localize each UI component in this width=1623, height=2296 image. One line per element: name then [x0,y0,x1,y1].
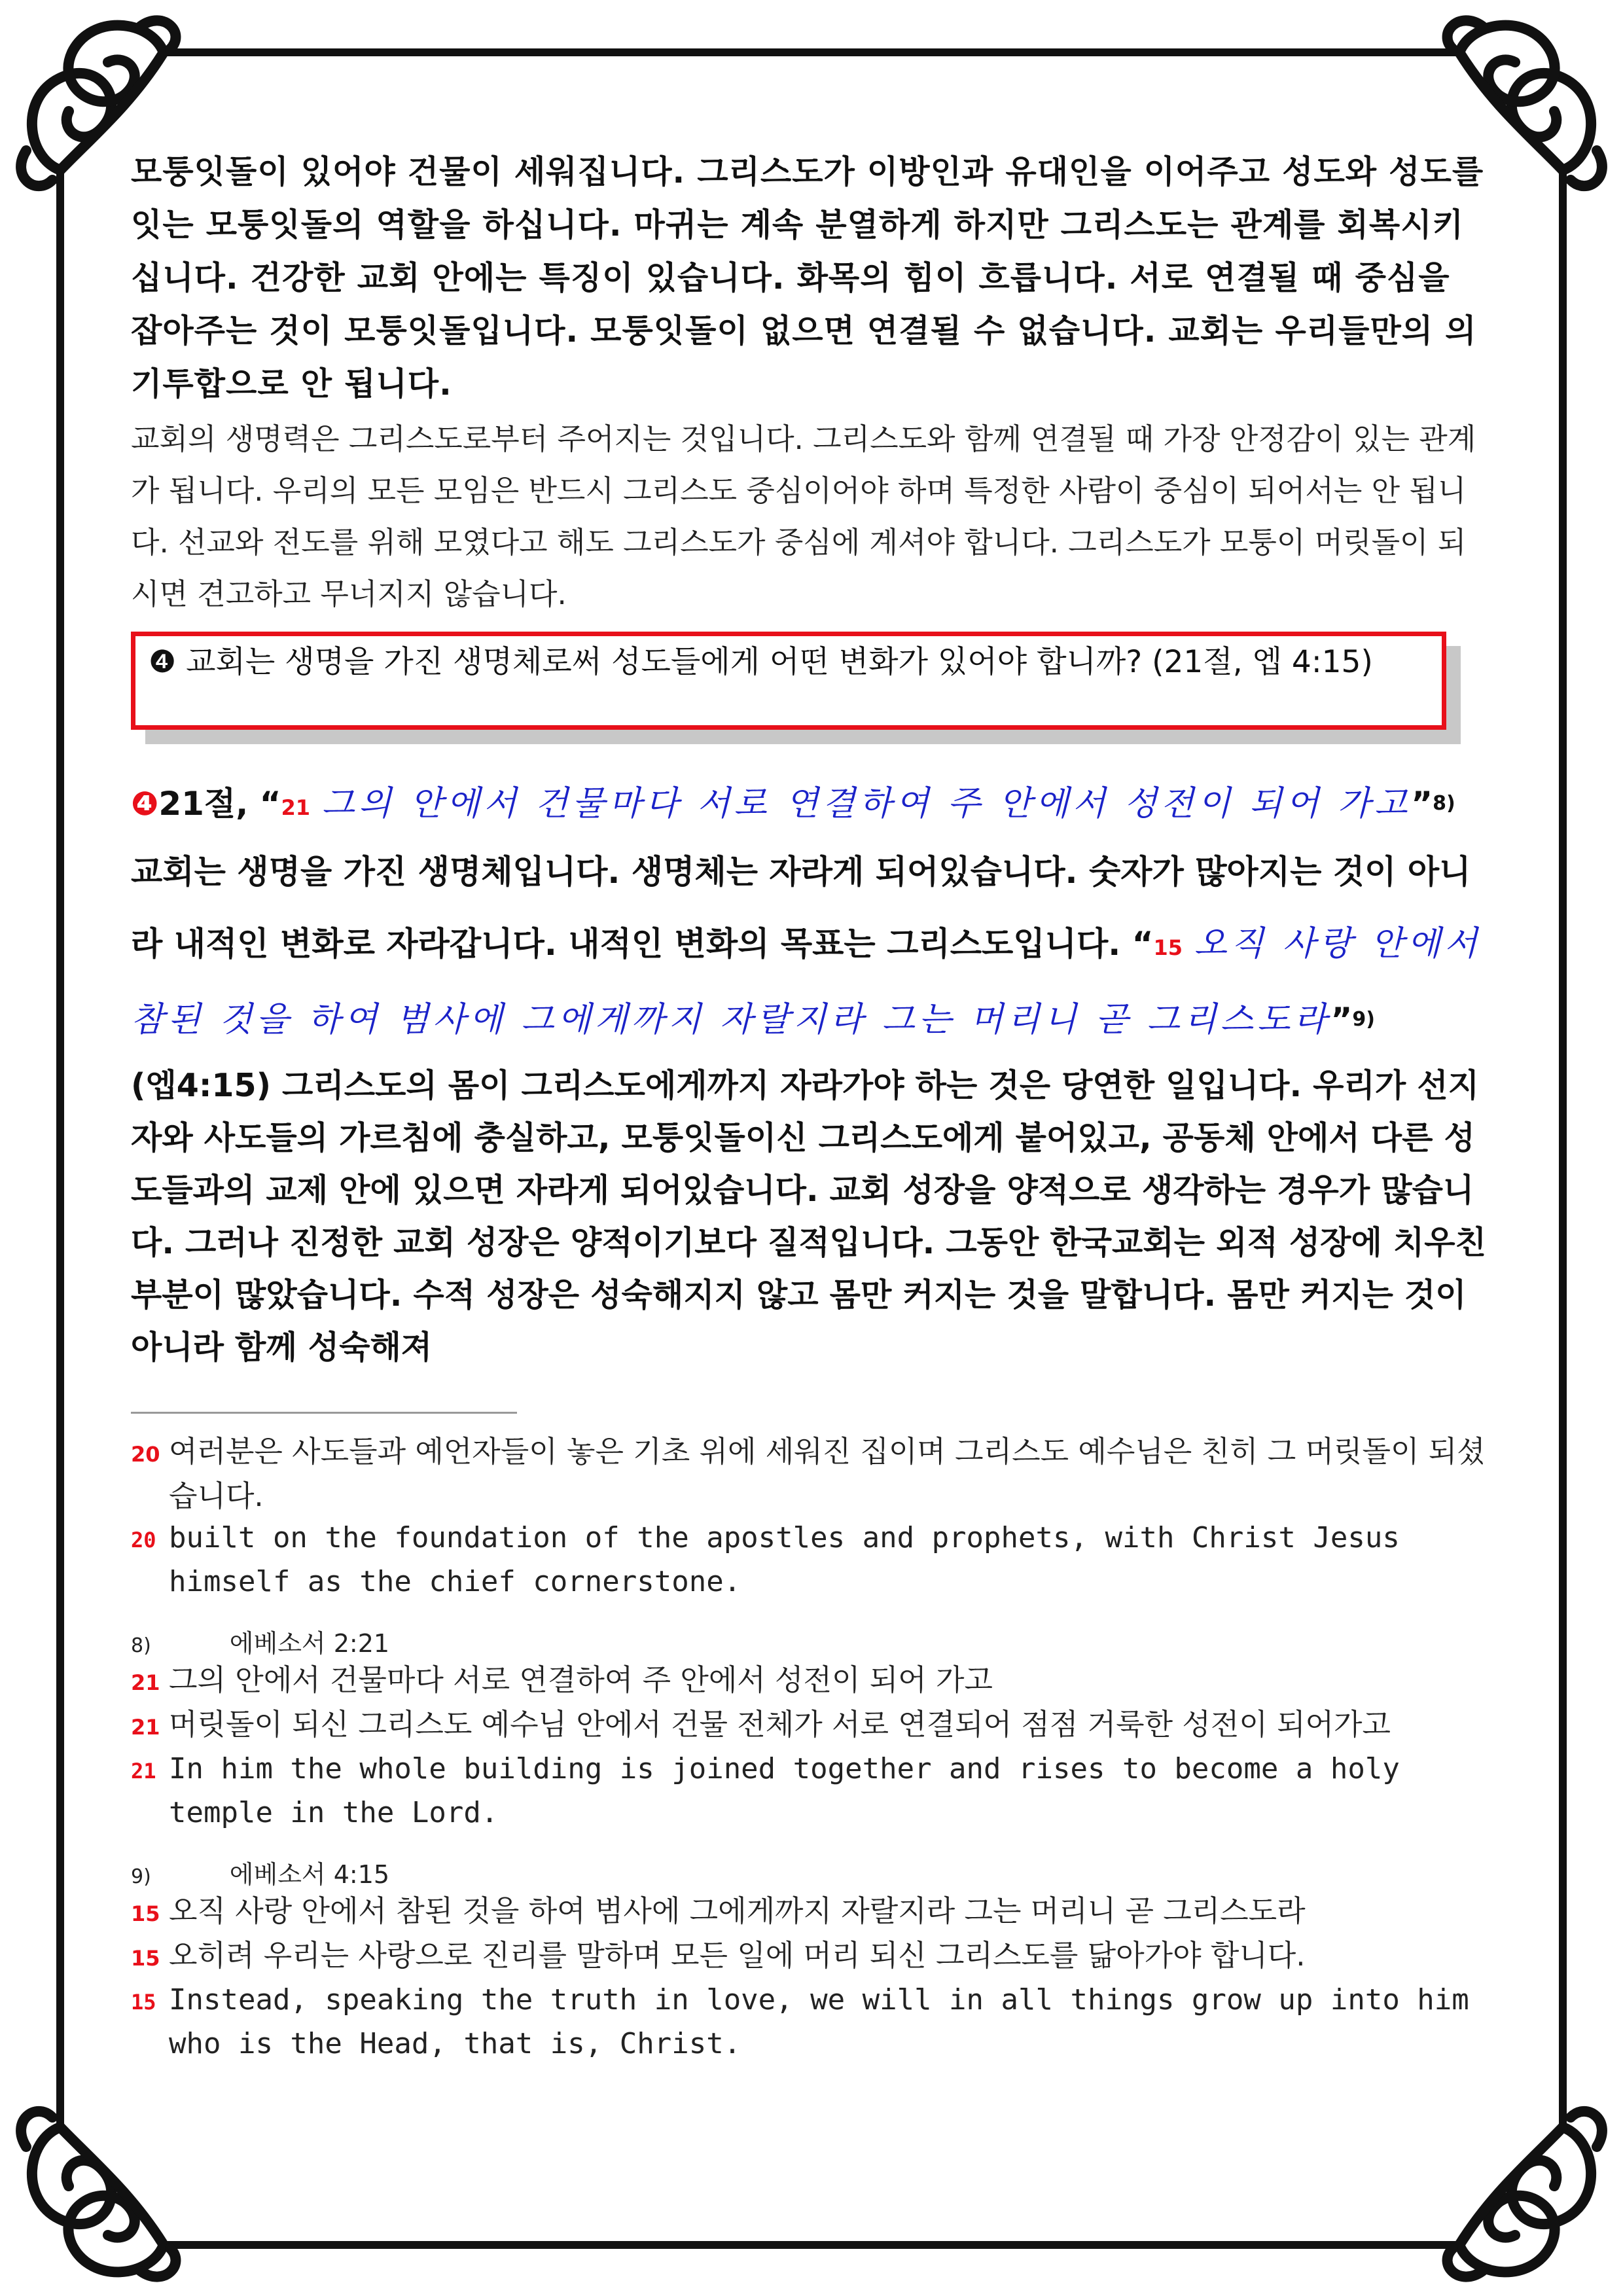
footnote-ref-8: 8) [1433,792,1455,815]
footnote-text: 오직 사랑 안에서 참된 것을 하여 범사에 그에게까지 자랄지라 그는 머리니 곧 그리스도라 [169,1893,1306,1928]
question-box-frame [131,632,1446,730]
footnote-20 [131,1431,1492,1603]
footnote-text: 머릿돌이 되신 그리스도 예수님 안에서 건물 전체가 서로 연결되어 점점 거룩한 성전이 되어가고 [169,1707,1391,1742]
footnote-text: Instead, speaking the truth in love, we will in all things grow up into him who is the Head, that is, Christ. [169,1983,1469,2060]
footnote-verse-number: 20 [131,1528,156,1552]
verse-21-text: 그의 안에서 건물마다 서로 연결하여 주 안에서 성전이 되어 가고 [321,784,1412,823]
footnote-reference: 에베소서 4:15 [229,1860,390,1889]
footnote-line [131,1659,1492,1704]
verse-15-text: 오직 사랑 안에서 참된 것을 하여 범사에 그에게까지 자랄지라 그는 머리니 곧 그리스도라 [131,924,1482,1039]
verse-15-close: ” [1330,1001,1353,1039]
paragraph-growth: (엡4:15) 그리스도의 몸이 그리스도에게까지 자라가야 하는 것은 당연한 일입니다. 우리가 선지자와 사도들의 가르침에 충실하고, 모퉁잇돌이신 그리스도에게 붙어있고, 공동체 안에서 다른 성도들과의 교제 안에 있으면 자라게 되어있습니다. 교회 성장을 양적으로 생각하는 경우가 많습니다. 그러나 진정한 교회 성장은 양적이기보다 질적입니다. 그동안 한국교회는 외적 성장에 치우친 부분이 많았습니다. 수적 성장은 성숙해지지 않고 몸만 커지는 것을 말합니다. 몸만 커지는 것이 아니라 함께 성숙해져 [131,1067,1486,1366]
paragraph-living-body [131,836,1492,1056]
question-marker: ❹ [149,644,177,680]
verse-21-number: 21 [281,795,311,820]
footnote-verse-number: 15 [131,1901,160,1926]
verse-21-label: 21절, “ [158,785,281,823]
footnote-9 [131,1861,1492,2065]
footnote-verse-number: 21 [131,1715,160,1740]
footnote-line [131,1935,1492,1979]
footnote-text: 그의 안에서 건물마다 서로 연결하여 주 안에서 성전이 되어 가고 [169,1662,993,1697]
footnote-line [131,1431,1492,1517]
paragraph-church-life: 교회의 생명력은 그리스도로부터 주어지는 것입니다. 그리스도와 함께 연결될 때 가장 안정감이 있는 관계가 됩니다. 우리의 모든 모임은 반드시 그리스도 중심이어야 하며 특정한 사람이 중심이 되어서는 안 됩니다. 선교와 전도를 위해 모였다고 해도 그리스도가 중심에 계셔야 합니다. 그리스도가 모퉁이 머릿돌이 되시면 견고하고 무너지지 않습니다. [131,422,1476,611]
question-box [131,632,1450,735]
footnote-line [131,1517,1492,1603]
footnote-text: built on the foundation of the apostles and prophets, with Christ Jesus himself as the chief cornerstone. [169,1521,1400,1598]
paragraph-living-body-text: 교회는 생명을 가진 생명체입니다. 생명체는 자라게 되어있습니다. 숫자가 많아지는 것이 아니라 내적인 변화로 자라갑니다. 내적인 변화의 목표는 그리스도입니다. “ [131,853,1471,963]
verse-15-number: 15 [1153,935,1183,960]
verse-21-marker: ❹ [131,785,159,823]
footnote-divider [131,1412,517,1414]
footnote-text: 오히려 우리는 사랑으로 진리를 말하며 모든 일에 머리 되신 그리스도를 닮아가야 합니다. [169,1938,1306,1973]
question-text: 교회는 생명을 가진 생명체로써 성도들에게 어떤 변화가 있어야 합니까? (21절, 엡 4:15) [186,644,1373,680]
footnote-line [131,1979,1492,2065]
footnote-line [131,1704,1492,1748]
document-body [131,145,1492,2065]
footnote-verse-number: 15 [131,1990,156,2015]
footnote-text: 여러분은 사도들과 예언자들이 놓은 기초 위에 세워진 집이며 그리스도 예수님은 친히 그 머릿돌이 되셨습니다. [169,1434,1486,1513]
footnote-text: In him the whole building is joined together and rises to become a holy temple in the Lord. [169,1752,1400,1829]
footnote-ref-9: 9) [1352,1008,1375,1031]
footnote-heading [131,1630,1492,1659]
footnote-mark: 8) [131,1634,151,1657]
footnote-mark: 9) [131,1865,151,1888]
footnote-verse-number: 21 [131,1759,156,1784]
footnote-heading [131,1861,1492,1890]
footnote-verse-number: 21 [131,1670,160,1695]
footnote-reference: 에베소서 2:21 [229,1629,390,1658]
footnote-8 [131,1630,1492,1834]
verse-21-line [131,782,1492,829]
paragraph-cornerstone: 모퉁잇돌이 있어야 건물이 세워집니다. 그리스도가 이방인과 유대인을 이어주고 성도와 성도를 잇는 모퉁잇돌의 역할을 하십니다. 마귀는 계속 분열하게 하지만 그리스도는 관계를 회복시키십니다. 건강한 교회 안에는 특징이 있습니다. 화목의 힘이 흐릅니다. 서로 연결될 때 중심을 잡아주는 것이 모퉁잇돌입니다. 모퉁잇돌이 없으면 연결될 수 없습니다. 교회는 우리들만의 의기투합으로 안 됩니다. [131,153,1484,403]
footnote-verse-number: 15 [131,1946,160,1971]
verse-21-close: ” [1411,785,1433,823]
footnote-line [131,1890,1492,1935]
footnote-verse-number: 20 [131,1442,160,1467]
footnote-line [131,1748,1492,1834]
